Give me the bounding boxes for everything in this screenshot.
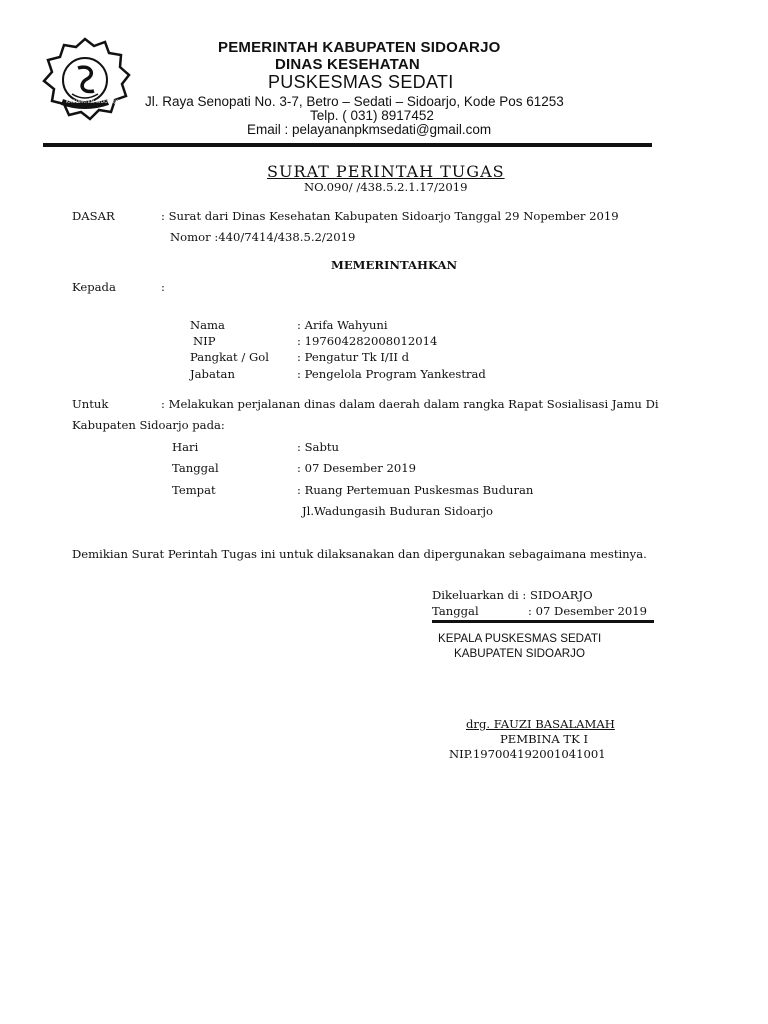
issued-place: Dikeluarkan di : SIDOARJO (432, 588, 593, 602)
tempat-value: : Ruang Pertemuan Puskesmas Buduran (297, 483, 534, 497)
nip-value: : 197604282008012014 (297, 334, 438, 348)
header-government: PEMERINTAH KABUPATEN SIDOARJO (218, 39, 501, 56)
pangkat-label: Pangkat / Gol (190, 350, 269, 364)
nip-label: NIP (193, 334, 216, 348)
signatory-nip: NIP.197004192001041001 (449, 747, 606, 761)
hari-value: : Sabtu (297, 440, 339, 454)
header-phone: Telp. ( 031) 8917452 (310, 108, 434, 123)
pangkat-value: : Pengatur Tk I/II d (297, 350, 410, 364)
untuk-line-1: : Melakukan perjalanan dinas dalam daerah dalam rangka Rapat Sosialisasi Jamu Di (161, 397, 659, 411)
header-email-address: pelayananpkmsedati@gmail.com (292, 122, 492, 137)
letterhead-divider (43, 143, 652, 147)
letter-number: NO.090/ /438.5.2.1.17/2019 (304, 180, 468, 194)
signatory-title-2: KABUPATEN SIDOARJO (454, 647, 585, 660)
header-institution: PUSKESMAS SEDATI (268, 72, 454, 92)
signatory-rank: PEMBINA TK I (500, 732, 589, 746)
kepada-label: Kepada (72, 280, 116, 294)
nama-label: Nama (190, 318, 225, 332)
dasar-line-2: Nomor :440/7414/438.5.2/2019 (170, 230, 356, 244)
hari-label: Hari (172, 440, 199, 454)
untuk-label: Untuk (72, 397, 109, 411)
signatory-title-1: KEPALA PUSKESMAS SEDATI (438, 632, 602, 645)
untuk-line-2: Kabupaten Sidoarjo pada: (72, 418, 225, 432)
logo-caption: KABUPATEN SIDOARJO (66, 100, 120, 105)
header-email-line (247, 122, 491, 137)
tempat-value-address: Jl.Wadungasih Buduran Sidoarjo (302, 504, 493, 518)
memerintahkan-heading: MEMERINTAHKAN (331, 258, 458, 272)
signatory-name: drg. FAUZI BASALAMAH (466, 717, 615, 731)
letter-title: SURAT PERINTAH TUGAS (267, 162, 505, 181)
header-address: Jl. Raya Senopati No. 3-7, Betro – Sedati – Sidoarjo, Kode Pos 61253 (145, 94, 564, 109)
nama-value: : Arifa Wahyuni (297, 318, 388, 332)
issued-date-value: : 07 Desember 2019 (528, 604, 648, 618)
jabatan-label: Jabatan (190, 367, 235, 381)
tanggal-value: : 07 Desember 2019 (297, 461, 417, 475)
closing-statement: Demikian Surat Perintah Tugas ini untuk dilaksanakan dan dipergunakan sebagaimana mestinya. (72, 547, 647, 561)
tanggal-label: Tanggal (172, 461, 219, 475)
dasar-line-1: : Surat dari Dinas Kesehatan Kabupaten Sidoarjo Tanggal 29 Nopember 2019 (161, 209, 619, 223)
issued-date-label: Tanggal (432, 604, 479, 618)
kepada-colon: : (161, 280, 165, 294)
header-email-label: Email : (247, 122, 293, 137)
jabatan-value: : Pengelola Program Yankestrad (297, 367, 486, 381)
signature-divider (432, 620, 654, 623)
dasar-label: DASAR (72, 209, 115, 223)
tempat-label: Tempat (172, 483, 216, 497)
header-department: DINAS KESEHATAN (275, 56, 420, 73)
kabupaten-sidoarjo-logo (38, 36, 132, 122)
